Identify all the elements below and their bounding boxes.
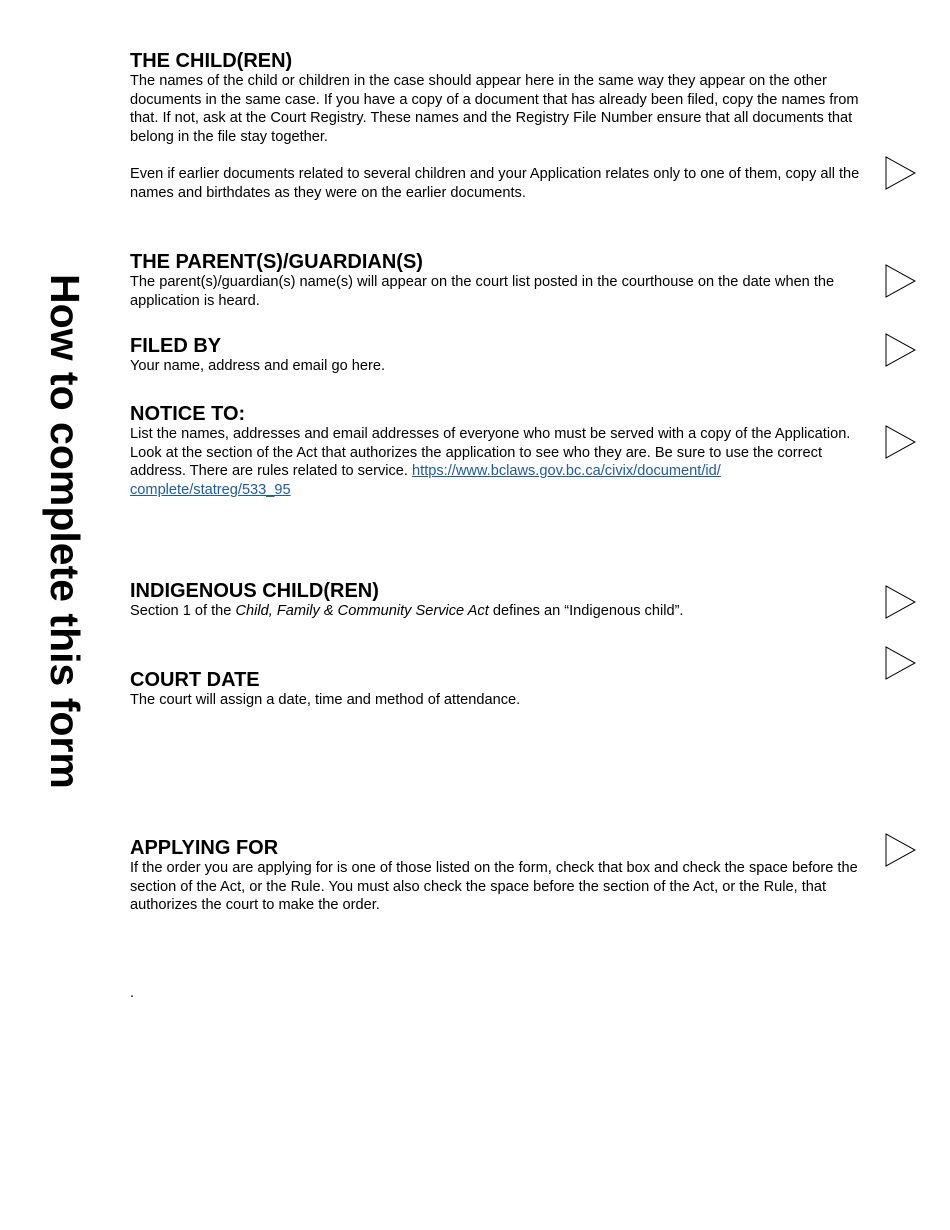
notice-to-arrow-icon [885, 425, 916, 459]
section-children [130, 50, 860, 202]
section-notice-to-heading: NOTICE TO: [130, 403, 246, 425]
section-filed-by-heading: FILED BY [130, 335, 222, 357]
section-filed-by-text: Your name, address and email go here. [130, 358, 386, 374]
children-arrow-icon [885, 156, 916, 190]
section-indigenous-text [130, 602, 860, 621]
section-applying-for [130, 837, 860, 915]
section-indigenous [130, 580, 860, 621]
section-court-date-heading: COURT DATE [130, 669, 260, 691]
section-children-note: Even if earlier documents related to several children and your Application relates only to one of them, copy all the names and birthdates as they were on the earlier documents. [130, 165, 860, 201]
section-children-text: The names of the child or children in the case should appear here in the same way they appear on the other documents in the same case. If you have a copy of a document that has already been filed, copy the names from that. If not, ask at the Court Registry. These names and the Registry File Number ensure that all documents that belong in the file stay together. [130, 73, 859, 145]
indigenous-arrow-icon [885, 585, 916, 619]
section-court-date [130, 669, 860, 710]
section-notice-to-text [130, 425, 860, 499]
applying-for-arrow-icon [885, 833, 916, 867]
bclaws-link-line2[interactable]: complete/statreg/533_95 [130, 481, 291, 498]
act-title: Child, Family & Community Service Act [235, 603, 489, 619]
section-children-heading: THE CHILD(REN) [130, 50, 293, 72]
court-date-arrow-icon [885, 646, 916, 680]
section-indigenous-text-end: defines an “Indigenous child”. [488, 603, 684, 619]
filed-by-arrow-icon [885, 333, 916, 367]
section-indigenous-heading: INDIGENOUS CHILD(REN) [130, 580, 379, 602]
section-court-date-text: The court will assign a date, time and method of attendance. [130, 692, 521, 708]
section-indigenous-text-start: Section 1 of the [130, 603, 236, 619]
section-parents-heading: THE PARENT(S)/GUARDIAN(S) [130, 251, 423, 273]
section-parents [130, 251, 860, 310]
section-applying-for-text: If the order you are applying for is one of those listed on the form, check that box and check the space before the section of the Act, or the Rule. You must also check the space before the section of the Act, or the Rule, that authorizes the court to make the order. [130, 860, 858, 914]
page-side-title: How to complete this form [42, 274, 88, 789]
trailing-period: . [130, 985, 135, 1001]
bclaws-link-line1[interactable]: https://www.bclaws.gov.bc.ca/civix/document/id/ [412, 463, 721, 480]
section-notice-to-body: List the names, addresses and email addresses of everyone who must be served with a copy of the Application. Look at the section of the Act that authorizes the application to see who they are. Be sure to use the correct address. There are rules related to service. [130, 426, 851, 480]
section-filed-by [130, 335, 860, 376]
section-notice-to [130, 403, 860, 499]
section-applying-for-heading: APPLYING FOR [130, 837, 279, 859]
section-parents-text: The parent(s)/guardian(s) name(s) will appear on the court list posted in the courthouse on the date when the application is heard. [130, 274, 835, 309]
parents-arrow-icon [885, 264, 916, 298]
